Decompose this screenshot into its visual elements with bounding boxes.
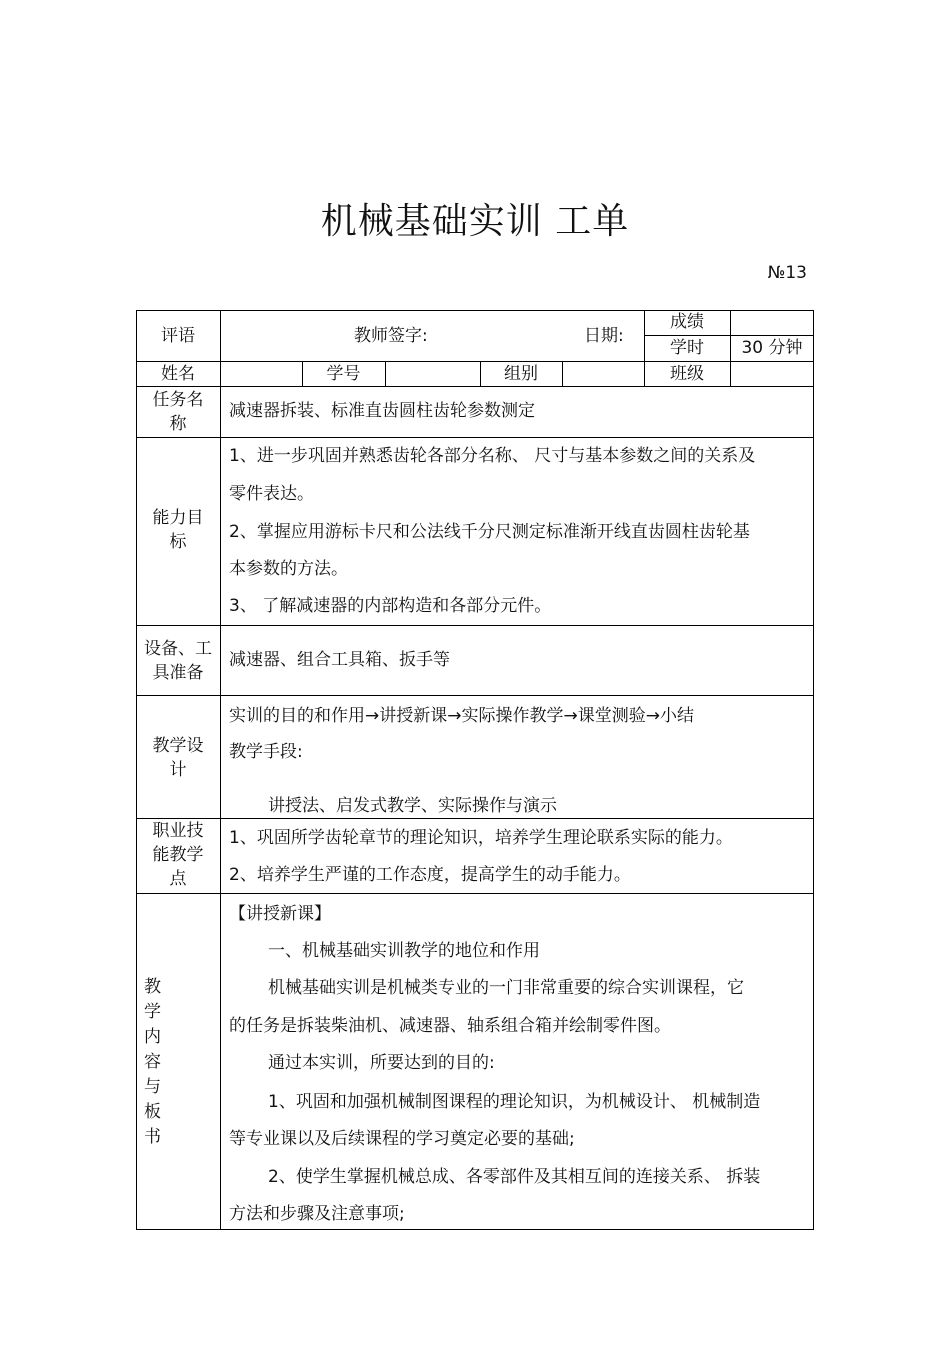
skill-label-line: 职业技 <box>152 821 204 841</box>
content-line: 的任务是拆装柴油机、减速器、轴系组合箱并绘制零件图。 <box>229 1016 671 1036</box>
ability-line: 本参数的方法。 <box>229 559 348 579</box>
ability-line: 零件表达。 <box>229 484 314 504</box>
content-label-char: 教 <box>144 977 161 997</box>
content-line: 通过本实训，所要达到的目的: <box>268 1053 495 1073</box>
content-line: 等专业课以及后续课程的学习奠定必要的基础; <box>229 1129 575 1149</box>
skill-line: 2、培养学生严谨的工作态度，提高学生的动手能力。 <box>229 865 631 885</box>
name-label: 姓名 <box>161 364 195 384</box>
content-line: 【讲授新课】 <box>229 904 331 924</box>
skill-label-line: 点 <box>169 869 187 889</box>
document-number: №13 <box>767 263 807 283</box>
content-line: 方法和步骤及注意事项; <box>229 1204 405 1224</box>
skill-label-line: 能教学 <box>152 845 204 865</box>
comment-label: 评语 <box>161 326 195 346</box>
skill-line: 1、巩固所学齿轮章节的理论知识，培养学生理论联系实际的能力。 <box>229 828 733 848</box>
design-methods-label: 教学手段: <box>229 742 303 762</box>
content-line: 1、巩固和加强机械制图课程的理论知识，为机械设计、 机械制造 <box>268 1092 761 1112</box>
ability-line: 1、进一步巩固并熟悉齿轮各部分名称、 尺寸与基本参数之间的关系及 <box>229 446 756 466</box>
content-line: 2、使学生掌握机械总成、各零部件及其相互间的连接关系、 拆装 <box>268 1167 761 1187</box>
design-label-line: 计 <box>169 760 187 780</box>
equipment-label <box>136 637 220 685</box>
equipment-value: 减速器、组合工具箱、扳手等 <box>229 650 450 670</box>
date-label: 日期: <box>584 326 624 346</box>
content-label <box>136 975 220 1150</box>
content-label-char: 书 <box>144 1127 161 1147</box>
design-methods: 讲授法、启发式教学、实际操作与演示 <box>268 796 557 816</box>
group-label: 组别 <box>504 364 538 384</box>
document-title: 机械基础实训 工单 <box>320 201 630 242</box>
score-label: 成绩 <box>670 312 704 332</box>
content-line: 机械基础实训是机械类专业的一门非常重要的综合实训课程，它 <box>268 978 744 998</box>
work-order-table <box>136 310 814 1230</box>
task-value: 减速器拆装、标准直齿圆柱齿轮参数测定 <box>229 401 535 421</box>
ability-label-line: 能力目 <box>152 508 204 528</box>
skill-label <box>136 819 220 891</box>
content-label-char: 内 <box>144 1027 161 1047</box>
equipment-label-line: 具准备 <box>152 663 204 683</box>
content-label-char: 板 <box>144 1102 161 1122</box>
content-label-char: 与 <box>144 1077 161 1097</box>
ability-line: 2、掌握应用游标卡尺和公法线千分尺测定标准渐开线直齿圆柱齿轮基 <box>229 522 750 542</box>
task-label <box>136 388 220 436</box>
ability-label-line: 标 <box>169 532 187 552</box>
class-label: 班级 <box>670 364 704 384</box>
content-label-char: 容 <box>144 1052 161 1072</box>
content-label-char: 学 <box>144 1002 161 1022</box>
content-line: 一、机械基础实训教学的地位和作用 <box>268 941 540 961</box>
task-label-line: 任务名 <box>152 390 204 410</box>
design-label <box>136 734 220 782</box>
hours-value: 30 分钟 <box>741 338 803 358</box>
task-label-line: 称 <box>169 414 187 434</box>
teacher-signature-label: 教师签字: <box>354 326 428 346</box>
ability-line: 3、 了解减速器的内部构造和各部分元件。 <box>229 596 552 616</box>
ability-label <box>136 506 220 554</box>
student-id-label: 学号 <box>326 364 361 384</box>
equipment-label-line: 设备、工 <box>144 639 212 659</box>
design-label-line: 教学设 <box>152 736 204 756</box>
design-flow: 实训的目的和作用→讲授新课→实际操作教学→课堂测验→小结 <box>229 706 694 726</box>
hours-label: 学时 <box>670 338 704 358</box>
